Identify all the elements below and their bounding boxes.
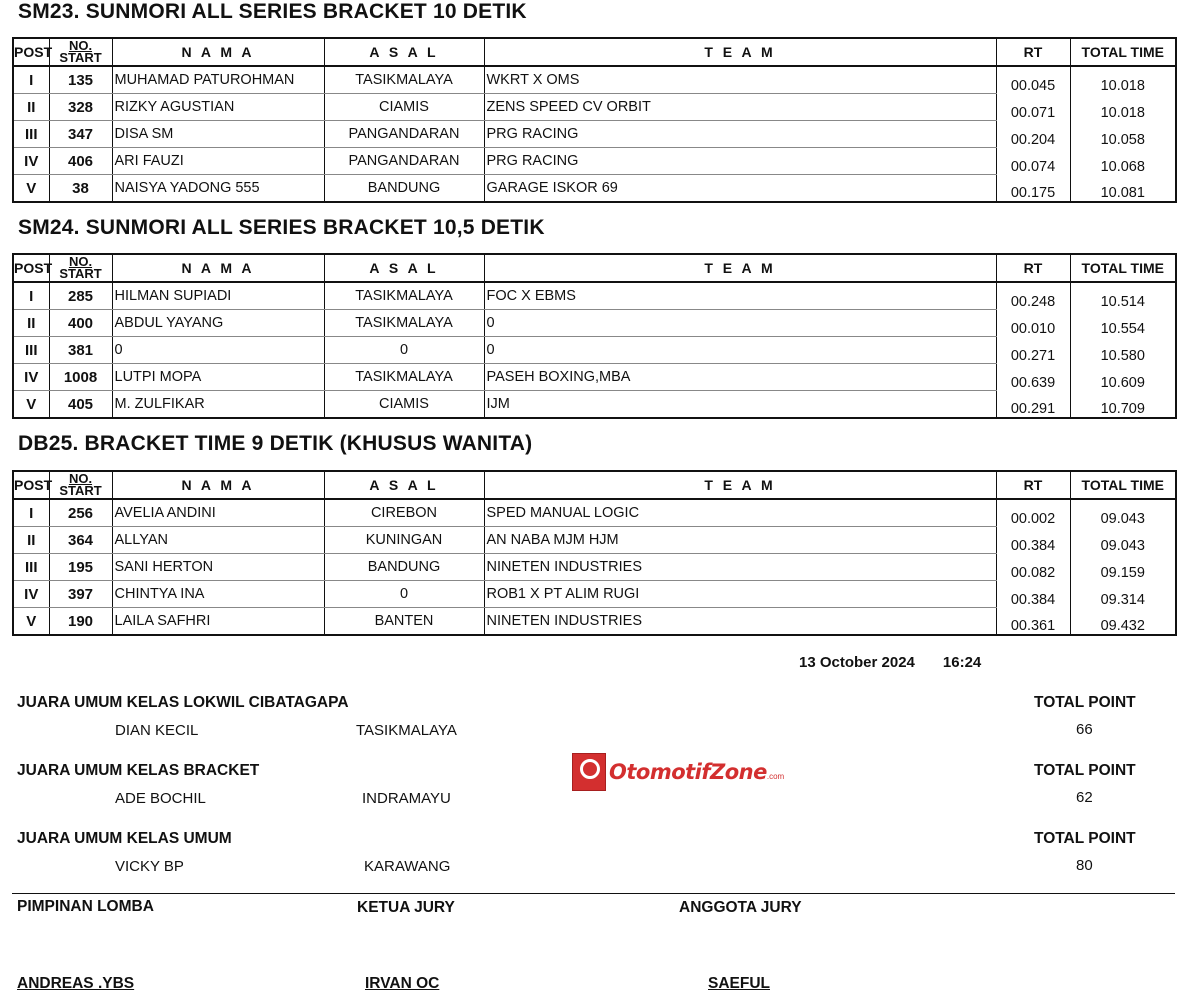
team-cell: SPED MANUAL LOGIC [484, 499, 996, 527]
asal-cell: CIAMIS [324, 94, 484, 121]
start-number-cell: 397 [49, 581, 112, 608]
nama-cell: MUHAMAD PATUROHMAN [112, 66, 324, 94]
signature-name-pimpinan: ANDREAS .YBS [17, 975, 135, 992]
rt-cell: 00.074 [996, 148, 1070, 175]
table-row [13, 282, 1176, 310]
nama-cell: LAILA SAFHRI [112, 608, 324, 636]
start-number-cell: 38 [49, 175, 112, 203]
champion-label-lokwil: JUARA UMUM KELAS LOKWIL CIBATAGAPA [17, 694, 349, 711]
asal-cell: KUNINGAN [324, 527, 484, 554]
header-team: T E A M [484, 38, 996, 66]
header-nama: N A M A [112, 38, 324, 66]
signature-role-pimpinan: PIMPINAN LOMBA [17, 898, 154, 915]
total-point-label-bracket: TOTAL POINT [1034, 762, 1136, 779]
total-time-cell: 09.159 [1070, 554, 1176, 581]
section-title-db25: DB25. BRACKET TIME 9 DETIK (KHUSUS WANITA) [18, 432, 533, 455]
header-pos: POST [13, 471, 49, 499]
total-time-cell: 10.554 [1070, 310, 1176, 337]
results-table-sm23 [12, 37, 1177, 203]
rt-cell: 00.639 [996, 364, 1070, 391]
table-row [13, 527, 1176, 554]
signature-name-ketua-jury: IRVAN OC [365, 975, 440, 992]
divider [12, 893, 1175, 894]
champion-city-bracket: INDRAMAYU [362, 790, 451, 807]
nama-cell: NAISYA YADONG 555 [112, 175, 324, 203]
table-row [13, 94, 1176, 121]
rt-cell: 00.071 [996, 94, 1070, 121]
champion-name-bracket: ADE BOCHIL [115, 790, 206, 807]
logo-text: OtomotifZone [609, 760, 767, 784]
header-pos: POST [13, 254, 49, 282]
team-cell: PRG RACING [484, 148, 996, 175]
section-title-sm24: SM24. SUNMORI ALL SERIES BRACKET 10,5 DETIK [18, 216, 545, 239]
rt-cell: 00.248 [996, 282, 1070, 310]
pos-cell: IV [13, 364, 49, 391]
team-cell: NINETEN INDUSTRIES [484, 608, 996, 636]
pos-cell: I [13, 499, 49, 527]
pos-cell: II [13, 527, 49, 554]
start-number-cell: 328 [49, 94, 112, 121]
table-row [13, 364, 1176, 391]
total-time-cell: 10.068 [1070, 148, 1176, 175]
champion-label-bracket: JUARA UMUM KELAS BRACKET [17, 762, 260, 779]
header-no-line2: START [59, 50, 102, 65]
header-no-line2: START [59, 266, 102, 281]
header-team: T E A M [484, 471, 996, 499]
table-row [13, 499, 1176, 527]
start-number-cell: 381 [49, 337, 112, 364]
nama-cell: HILMAN SUPIADI [112, 282, 324, 310]
champion-name-lokwil: DIAN KECIL [115, 722, 199, 739]
total-time-cell: 09.043 [1070, 499, 1176, 527]
team-cell: ZENS SPEED CV ORBIT [484, 94, 996, 121]
team-cell: NINETEN INDUSTRIES [484, 554, 996, 581]
header-rt: RT [996, 471, 1070, 499]
table-row [13, 175, 1176, 203]
results-table-sm24 [12, 253, 1177, 419]
pos-cell: I [13, 66, 49, 94]
header-asal: A S A L [324, 254, 484, 282]
total-time-cell: 10.018 [1070, 66, 1176, 94]
nama-cell: SANI HERTON [112, 554, 324, 581]
pos-cell: II [13, 310, 49, 337]
team-cell: 0 [484, 337, 996, 364]
asal-cell: TASIKMALAYA [324, 310, 484, 337]
logo-suffix: .com [766, 772, 785, 781]
start-number-cell: 1008 [49, 364, 112, 391]
signature-name-anggota-jury: SAEFUL [708, 975, 770, 992]
total-time-cell: 10.058 [1070, 121, 1176, 148]
total-time-cell: 10.514 [1070, 282, 1176, 310]
rt-cell: 00.010 [996, 310, 1070, 337]
nama-cell: DISA SM [112, 121, 324, 148]
asal-cell: TASIKMALAYA [324, 282, 484, 310]
nama-cell: 0 [112, 337, 324, 364]
total-time-cell: 09.043 [1070, 527, 1176, 554]
rt-cell: 00.045 [996, 66, 1070, 94]
header-row [13, 254, 1176, 282]
asal-cell: TASIKMALAYA [324, 364, 484, 391]
start-number-cell: 285 [49, 282, 112, 310]
table-row [13, 608, 1176, 636]
header-asal: A S A L [324, 38, 484, 66]
asal-cell: 0 [324, 337, 484, 364]
total-time-cell: 10.580 [1070, 337, 1176, 364]
pos-cell: V [13, 175, 49, 203]
header-no-start [49, 38, 112, 66]
signature-role-ketua-jury: KETUA JURY [357, 899, 455, 916]
total-point-value-umum: 80 [1076, 857, 1093, 874]
header-asal: A S A L [324, 471, 484, 499]
header-row [13, 471, 1176, 499]
logo-emblem-icon [572, 753, 606, 791]
team-cell: PRG RACING [484, 121, 996, 148]
team-cell: FOC X EBMS [484, 282, 996, 310]
nama-cell: M. ZULFIKAR [112, 391, 324, 419]
total-point-value-bracket: 62 [1076, 789, 1093, 806]
header-team: T E A M [484, 254, 996, 282]
nama-cell: ABDUL YAYANG [112, 310, 324, 337]
team-cell: GARAGE ISKOR 69 [484, 175, 996, 203]
header-no-line1: NO. [68, 471, 93, 486]
team-cell: WKRT X OMS [484, 66, 996, 94]
table-row [13, 148, 1176, 175]
total-time-cell: 09.314 [1070, 581, 1176, 608]
header-nama: N A M A [112, 471, 324, 499]
asal-cell: PANGANDARAN [324, 148, 484, 175]
pos-cell: II [13, 94, 49, 121]
table-row [13, 581, 1176, 608]
pos-cell: III [13, 337, 49, 364]
results-table-db25 [12, 470, 1177, 636]
start-number-cell: 400 [49, 310, 112, 337]
pos-cell: III [13, 554, 49, 581]
start-number-cell: 347 [49, 121, 112, 148]
team-cell: PASEH BOXING,MBA [484, 364, 996, 391]
champion-city-lokwil: TASIKMALAYA [356, 722, 457, 739]
asal-cell: CIAMIS [324, 391, 484, 419]
header-total-time: TOTAL TIME [1070, 471, 1176, 499]
header-pos: POST [13, 38, 49, 66]
header-no-start [49, 471, 112, 499]
header-no-line2: START [59, 483, 102, 498]
rt-cell: 00.384 [996, 527, 1070, 554]
pos-cell: IV [13, 148, 49, 175]
asal-cell: CIREBON [324, 499, 484, 527]
total-point-label-umum: TOTAL POINT [1034, 830, 1136, 847]
total-time-cell: 10.709 [1070, 391, 1176, 419]
rt-cell: 00.002 [996, 499, 1070, 527]
table-row [13, 554, 1176, 581]
team-cell: IJM [484, 391, 996, 419]
pos-cell: IV [13, 581, 49, 608]
rt-cell: 00.271 [996, 337, 1070, 364]
start-number-cell: 195 [49, 554, 112, 581]
rt-cell: 00.384 [996, 581, 1070, 608]
nama-cell: CHINTYA INA [112, 581, 324, 608]
table-row [13, 66, 1176, 94]
header-total-time: TOTAL TIME [1070, 254, 1176, 282]
header-nama: N A M A [112, 254, 324, 282]
section-title-sm23: SM23. SUNMORI ALL SERIES BRACKET 10 DETIK [18, 0, 527, 23]
rt-cell: 00.175 [996, 175, 1070, 203]
pos-cell: V [13, 608, 49, 636]
header-rt: RT [996, 254, 1070, 282]
start-number-cell: 190 [49, 608, 112, 636]
total-time-cell: 10.018 [1070, 94, 1176, 121]
nama-cell: AVELIA ANDINI [112, 499, 324, 527]
asal-cell: BANDUNG [324, 175, 484, 203]
rt-cell: 00.082 [996, 554, 1070, 581]
nama-cell: ARI FAUZI [112, 148, 324, 175]
start-number-cell: 364 [49, 527, 112, 554]
header-no-line1: NO. [68, 254, 93, 269]
total-point-label-lokwil: TOTAL POINT [1034, 694, 1136, 711]
asal-cell: 0 [324, 581, 484, 608]
champion-city-umum: KARAWANG [364, 858, 451, 875]
champion-label-umum: JUARA UMUM KELAS UMUM [17, 830, 232, 847]
start-number-cell: 406 [49, 148, 112, 175]
start-number-cell: 256 [49, 499, 112, 527]
header-no-line1: NO. [68, 38, 93, 53]
rt-cell: 00.291 [996, 391, 1070, 419]
asal-cell: TASIKMALAYA [324, 66, 484, 94]
asal-cell: BANTEN [324, 608, 484, 636]
date-text: 13 October 2024 [799, 654, 915, 671]
rt-cell: 00.204 [996, 121, 1070, 148]
pos-cell: I [13, 282, 49, 310]
team-cell: AN NABA MJM HJM [484, 527, 996, 554]
table-row [13, 121, 1176, 148]
table-row [13, 337, 1176, 364]
header-row [13, 38, 1176, 66]
start-number-cell: 135 [49, 66, 112, 94]
header-no-start [49, 254, 112, 282]
rt-cell: 00.361 [996, 608, 1070, 636]
table-row [13, 310, 1176, 337]
nama-cell: LUTPI MOPA [112, 364, 324, 391]
total-time-cell: 10.081 [1070, 175, 1176, 203]
nama-cell: ALLYAN [112, 527, 324, 554]
total-point-value-lokwil: 66 [1076, 721, 1093, 738]
pos-cell: III [13, 121, 49, 148]
otomotifzone-logo [572, 753, 784, 791]
nama-cell: RIZKY AGUSTIAN [112, 94, 324, 121]
total-time-cell: 10.609 [1070, 364, 1176, 391]
signature-role-anggota-jury: ANGGOTA JURY [679, 899, 802, 916]
team-cell: 0 [484, 310, 996, 337]
header-rt: RT [996, 38, 1070, 66]
asal-cell: BANDUNG [324, 554, 484, 581]
asal-cell: PANGANDARAN [324, 121, 484, 148]
table-row [13, 391, 1176, 419]
start-number-cell: 405 [49, 391, 112, 419]
total-time-cell: 09.432 [1070, 608, 1176, 636]
champion-name-umum: VICKY BP [115, 858, 184, 875]
date-time-stamp [799, 654, 1009, 671]
header-total-time: TOTAL TIME [1070, 38, 1176, 66]
pos-cell: V [13, 391, 49, 419]
team-cell: ROB1 X PT ALIM RUGI [484, 581, 996, 608]
time-text: 16:24 [942, 654, 982, 671]
